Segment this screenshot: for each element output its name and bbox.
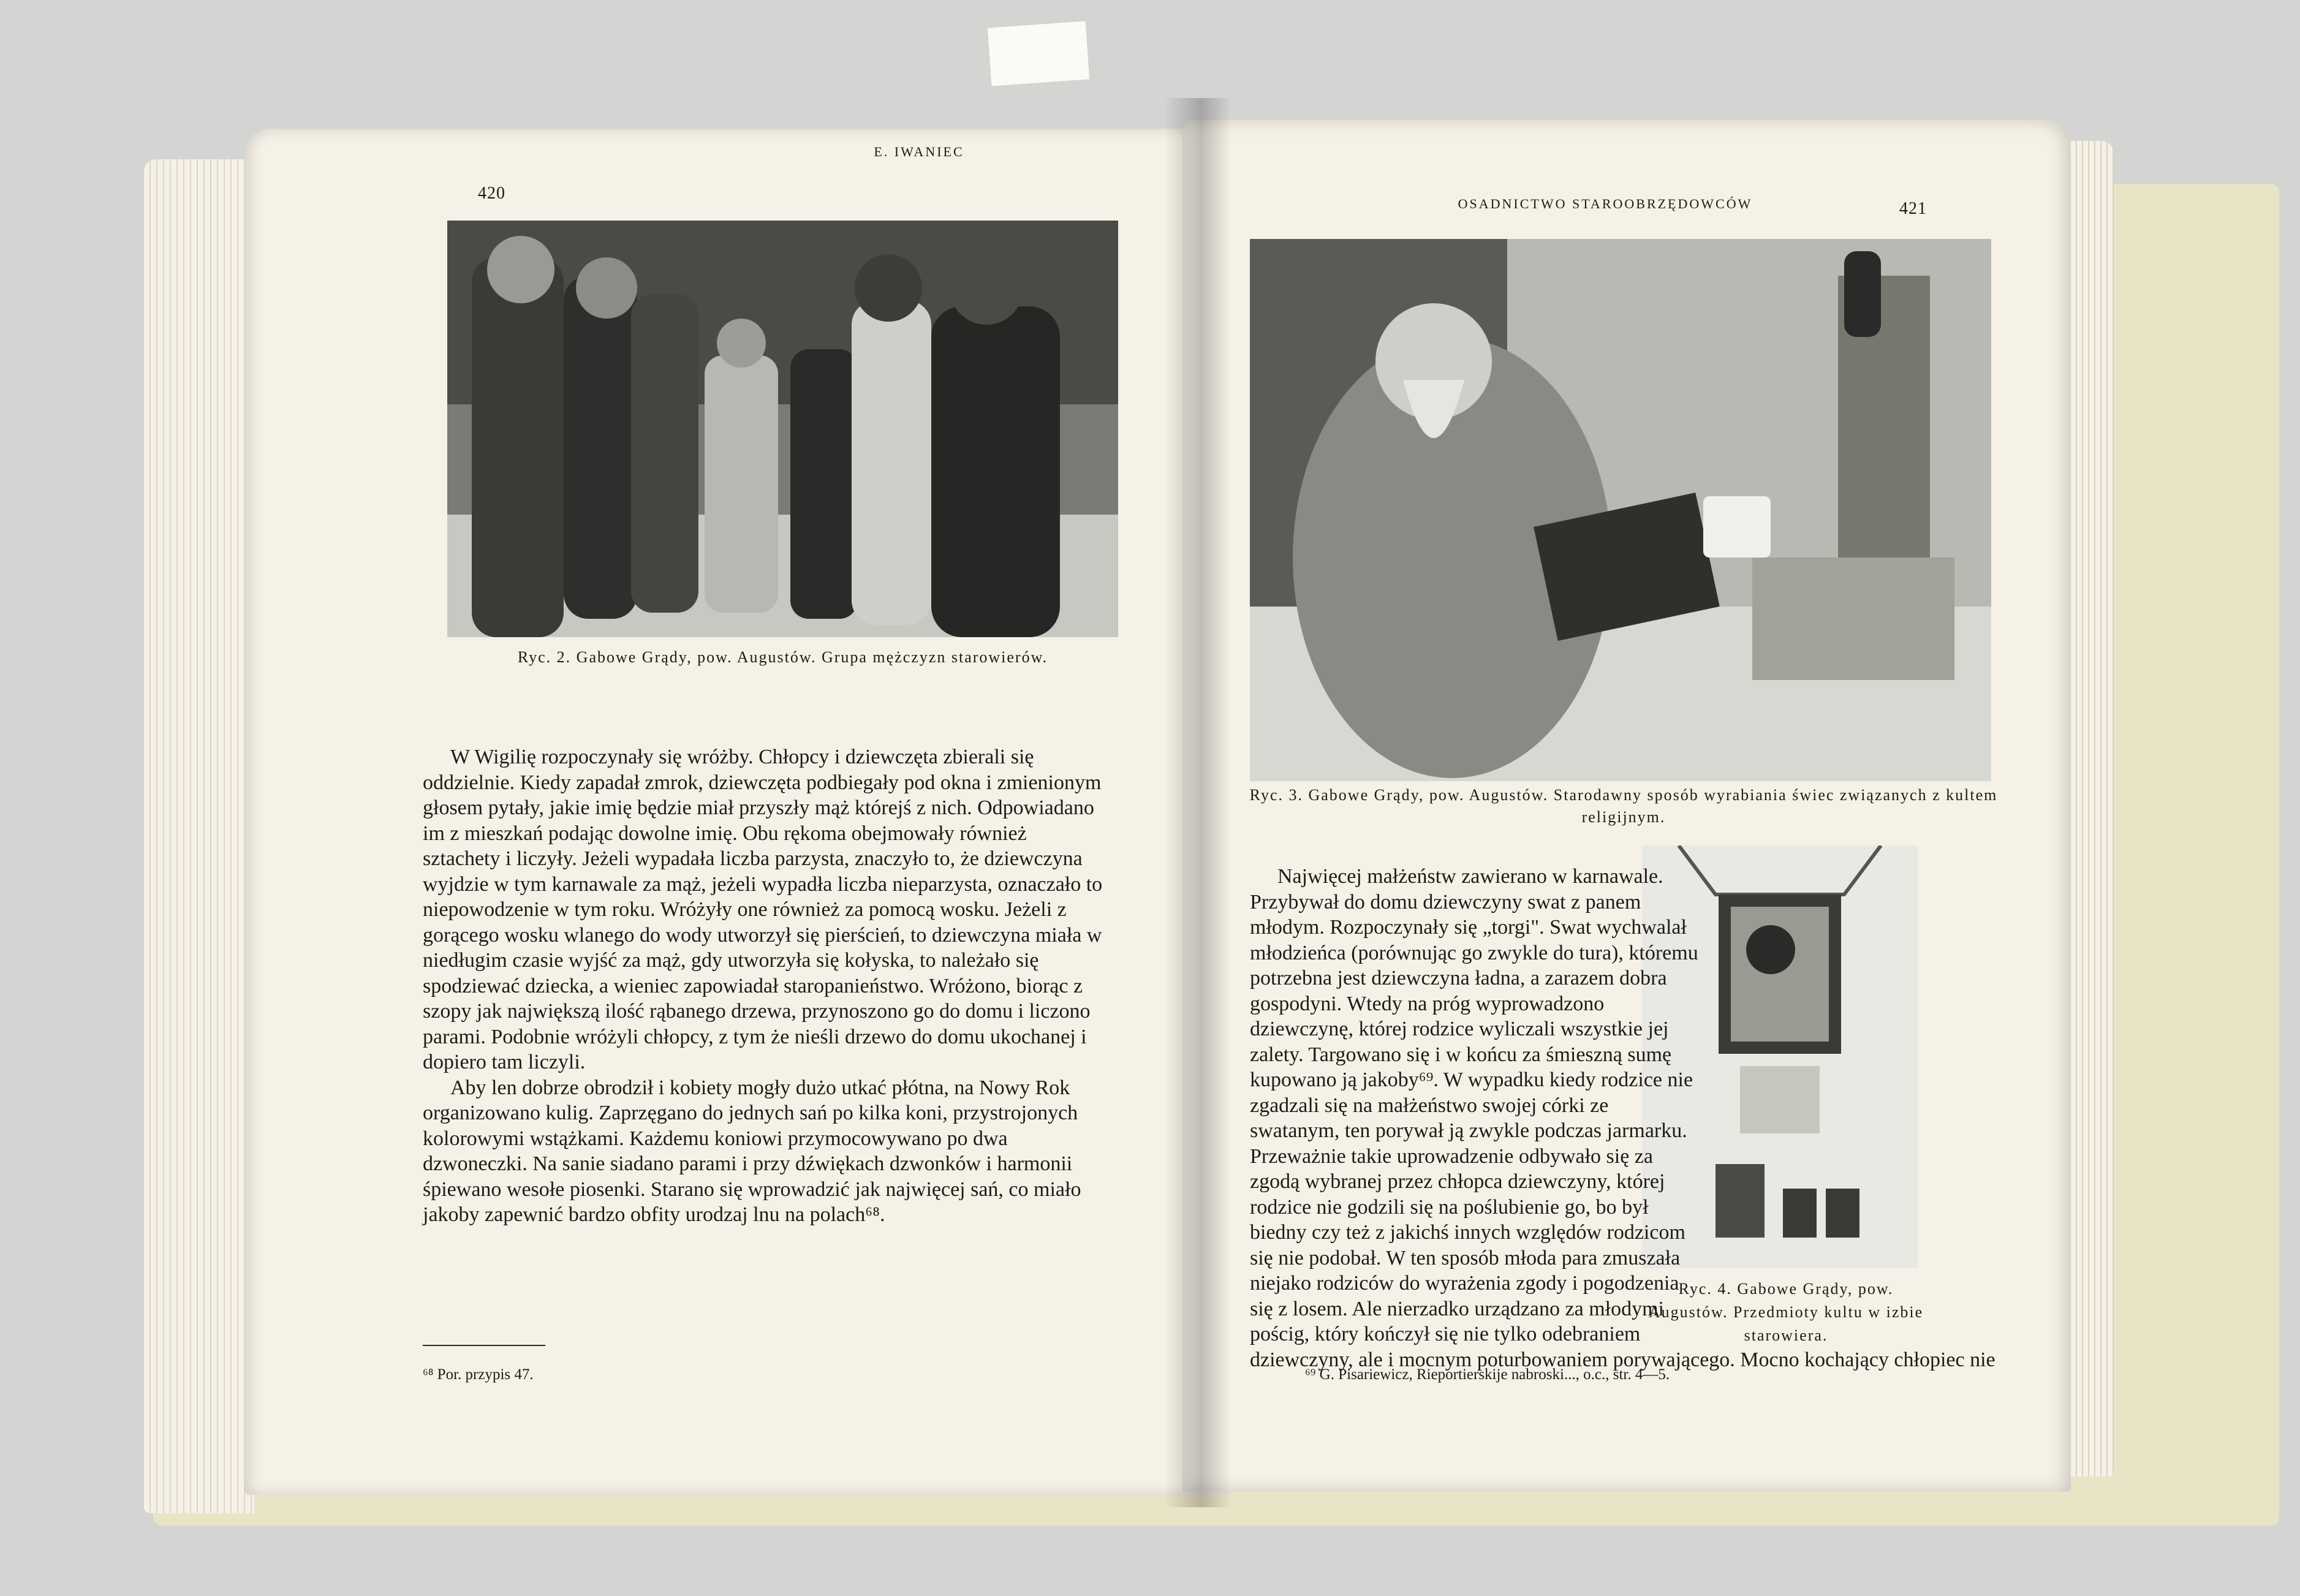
book-gutter-shadow <box>1164 98 1231 1507</box>
right-figure-caption: Ryc. 3. Gabowe Grądy, pow. Augustów. Starodawny sposób wyrabiania świec związanych z kultem religijnym. <box>1249 786 1998 826</box>
right-body-text <box>1250 864 2010 1372</box>
right-page <box>1182 119 2071 1492</box>
right-page-number: 421 <box>1899 199 1927 218</box>
left-body-text <box>423 744 1109 1228</box>
left-page <box>245 129 1231 1495</box>
left-paragraph: W Wigilię rozpoczynały się wróżby. Chłopcy i dziewczęta zbierali się oddzielnie. Kiedy zapadał zmrok, dziewczęta podbiegały pod okna i zmienionym głosem pytały, jakie imię będzie miał przyszły mąż którejś z nich. Odpowiadano im z mieszkań podając dowolne imię. Obu rękoma obejmowały również sztachety i liczyły. Jeżeli wypadała liczba parzysta, znaczyło to, że dziewczyna wyjdzie w tym karnawale za mąż, jeżeli wypadła liczba nieparzysta, oznaczało to niepowodzenie w tym roku. Wróżyły one również za pomocą wosku. Jeżeli z gorącego wosku wlanego do wody utworzył się pierścień, to dziewczyna miała w niedługim czasie wyjść za mąż, gdy utworzyła się kołyska, to należało się spodziewać dziecka, a wieniec zapowiadał staropanieństwo. Wróżono, biorąc z szopy jak największą ilość rąbanego drzewa, przynoszono go do domu i liczono parami. Podobnie wróżyli chłopcy, z tym że nieśli drzewo do domu ukochanej i dopiero tam liczyli. <box>423 746 1103 1073</box>
left-paragraph: Aby len dobrze obrodził i kobiety mogły dużo utkać płótna, na Nowy Rok organizowano kulig. Zaprzęgano do jednych sań po kilka koni, przystrojonych kolorowymi wstążkami. Każdemu koniowi przymocowywano po dwa dzwoneczki. Na sanie siadano parami i przy dźwiękach dzwonków i harmonii śpiewano wesołe piosenki. Starano się wprowadzić jak najwięcej sań, co miało jakoby zapewnić bardzo obfity urodzaj lnu na polach⁶⁸. <box>423 1076 1081 1226</box>
photo-candle-making <box>1250 239 1991 781</box>
left-page-edges <box>144 159 254 1513</box>
figure-float-spacer <box>1703 864 2010 1345</box>
footnote-rule <box>423 1345 545 1346</box>
left-figure-caption: Ryc. 2. Gabowe Grądy, pow. Augustów. Grupa mężczyzn starowierów. <box>517 648 1048 666</box>
side-figure-caption: Ryc. 4. Gabowe Grądy, pow. Augustów. Przedmioty kultu w izbie starowiera. <box>1648 1280 1924 1344</box>
left-footnote: ⁶⁸ Por. przypis 47. <box>423 1366 534 1383</box>
photo-men-group <box>447 221 1118 637</box>
left-page-number: 420 <box>478 184 505 203</box>
left-running-head: E. IWANIEC <box>874 144 964 159</box>
paper-bookmark <box>988 21 1089 86</box>
right-running-head: OSADNICTWO STAROOBRZĘDOWCÓW <box>1458 196 1753 211</box>
right-footnote: ⁶⁹ G. Pisariewicz, Rieportierskije nabroski..., o.c., str. 4—5. <box>1305 1366 1670 1383</box>
right-paragraph: Najwięcej małżeństw zawierano w karnawale. Przybywał do domu dziewczyny swat z panem młodym. Rozpoczynały się „torgi". Swat wychwalał młodzieńca (porównując go zwykle do tura), któremu potrzebna jest dziewczyna ładna, a zarazem dobra gospodyni. Wtedy na próg wyprowadzono dziewczynę, której rodzice wyliczali wszystkie jej zalety. Targowano się i w końcu za śmieszną sumę kupowano ją jakoby⁶⁹. W wypadku kiedy rodzice nie zgadzali się na małżeństwo swojej córki ze swatanym, ten porywał ją zwykle podczas jarmarku. Przeważnie takie uprowadzenie odbywało się za zgodą wybranej przez chłopca dziewczyny, której rodzice nie godzili się na poślubienie go, bo był biedny czy też z jakichś innych względów rodzicom się nie podobał. W ten sposób młoda para zmuszała niejako rodziców do wyrażenia zgody i pogodzenia się z losem. Ale nierzadko urządzano za młodymi pościg, który kończył się nie tylko odebraniem dziewczyny, ale i mocnym poturbowaniem porywającego. Mocno kochający chłopiec nie <box>1250 865 1995 1371</box>
